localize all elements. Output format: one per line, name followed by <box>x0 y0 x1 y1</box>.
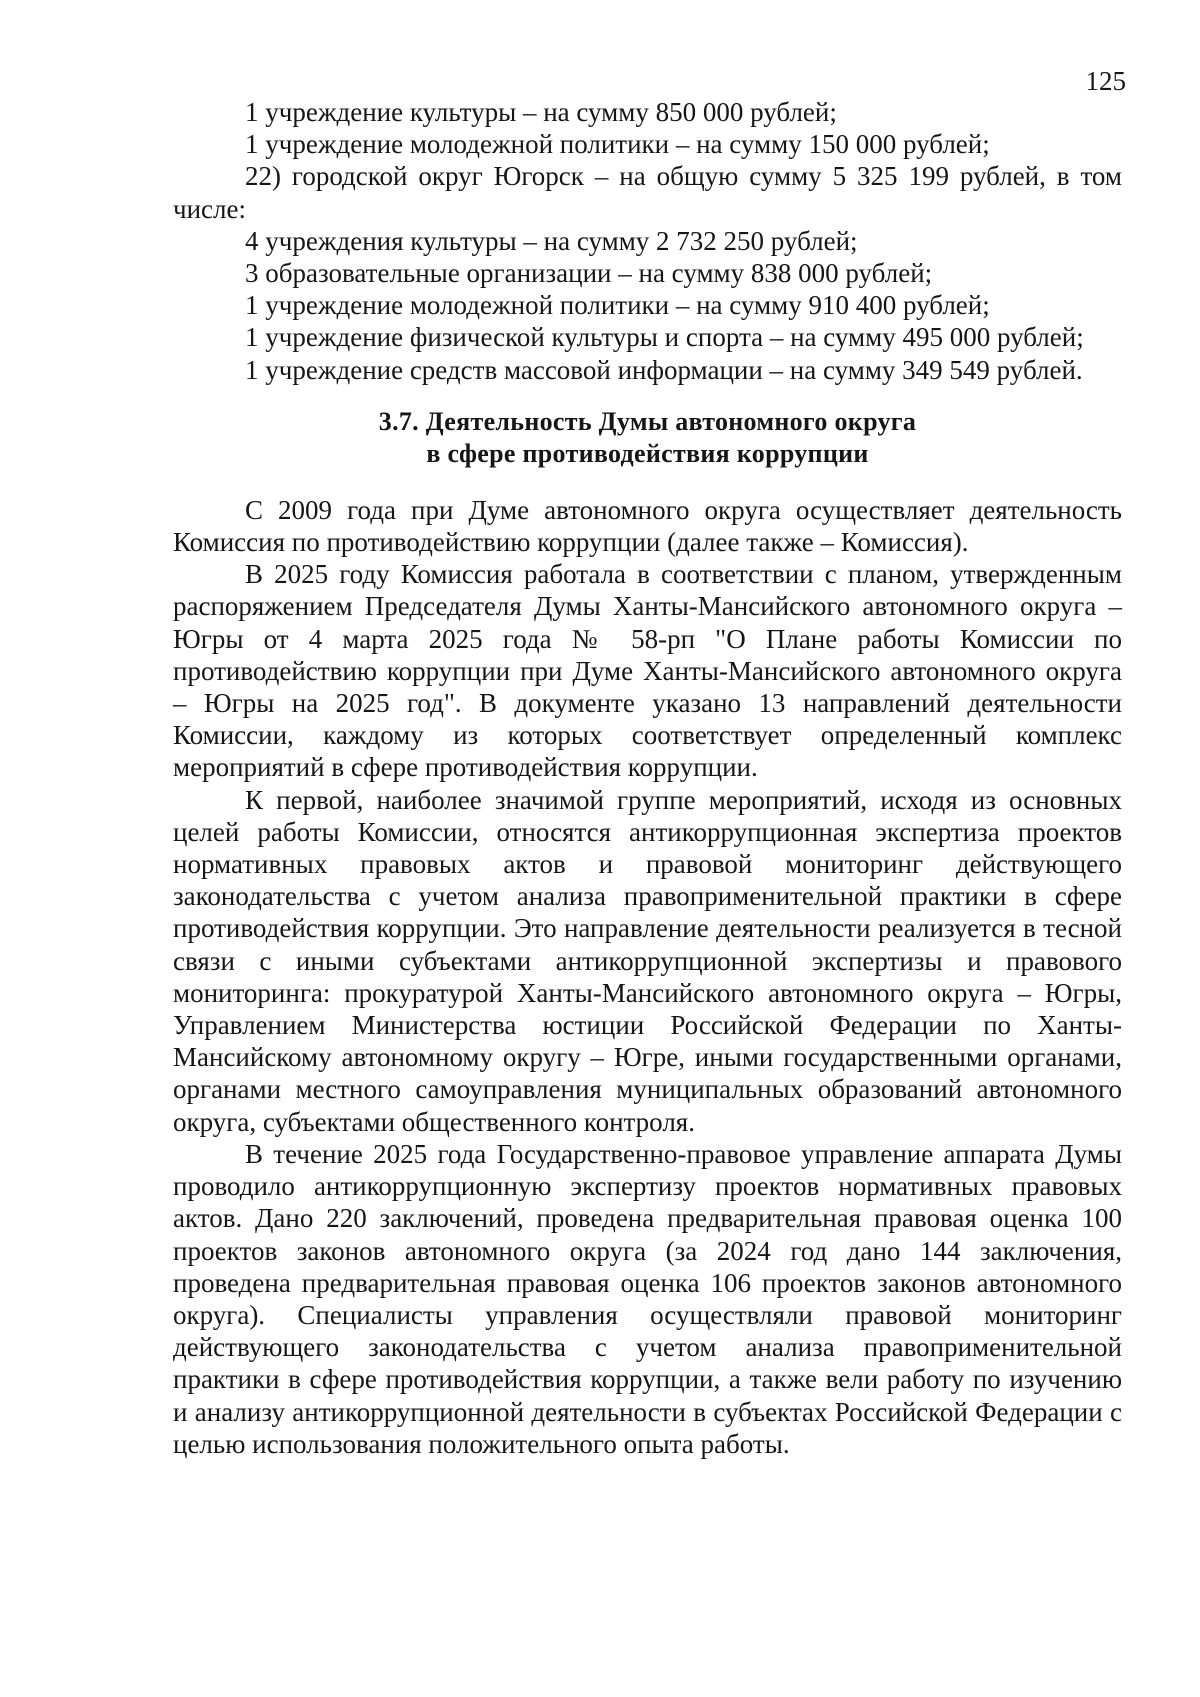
paragraph: В 2025 году Комиссия работала в соответствии с планом, утвержденным распоряжением Председателя Думы Ханты-Мансийского автономного округа – Югры от 4 марта 2025 года № 58-рп "О Плане работы Комиссии по противодействию коррупции при Думе Ханты-Мансийского автономного округа – Югры на 2025 год". В документе указано 13 направлений деятельности Комиссии, каждому из которых соответствует определенный комплекс мероприятий в сфере противодействия коррупции. <box>173 559 1122 783</box>
list-item: 1 учреждение физической культуры и спорта – на сумму 495 000 рублей; <box>245 322 1084 353</box>
section-heading-line: 3.7. Деятельность Думы автономного округа <box>378 406 917 436</box>
list-item: 1 учреждение культуры – на сумму 850 000 рублей; <box>245 97 837 127</box>
paragraph: С 2009 года при Думе автономного округа осуществляет деятельность Комиссия по противодействию коррупции (далее также – Комиссия). <box>173 494 1122 558</box>
paragraph: В течение 2025 года Государственно-правовое управление аппарата Думы проводило антикоррупционную экспертизу проектов нормативных правовых актов. Дано 220 заключений, проведена предварительная правовая оценка 100 проектов законов автономного округа (за 2024 год дано 144 заключения, проведена предварительная правовая оценка 106 проектов законов автономного округа). Специалисты управления осуществляли правовой мониторинг действующего законодательства с учетом анализа правоприменительной практики в сфере противодействия коррупции, а также вели работу по изучению и анализу антикоррупционной деятельности в субъектах Российской Федерации с целью использования положительного опыта работы. <box>173 1138 1122 1459</box>
list-item: 1 учреждение средств массовой информации – на сумму 349 549 рублей. <box>245 354 1083 385</box>
district-entry: 22) городской округ Югорск – на общую сумму 5 325 199 рублей, в том числе: <box>173 161 1122 224</box>
page-number: 125 <box>1085 66 1126 96</box>
list-item: 4 учреждения культуры – на сумму 2 732 250 рублей; <box>245 225 858 256</box>
list-item: 3 образовательные организации – на сумму 838 000 рублей; <box>245 258 933 289</box>
section-heading-line: в сфере противодействия коррупции <box>426 438 869 468</box>
list-item: 1 учреждение молодежной политики – на сумму 150 000 рублей; <box>245 129 990 160</box>
list-item: 1 учреждение молодежной политики – на сумму 910 400 рублей; <box>245 290 990 321</box>
document-body <box>173 96 1122 1460</box>
section-heading <box>173 406 1122 470</box>
paragraph: К первой, наиболее значимой группе мероприятий, исходя из основных целей работы Комиссии, относятся антикоррупционная экспертиза проектов нормативных правовых актов и правовой мониторинг действующего законодательства с учетом анализа правоприменительной практики в сфере противодействия коррупции. Это направление деятельности реализуется в тесной связи с иными субъектами антикоррупционной экспертизы и правового мониторинга: прокуратурой Ханты-Мансийского автономного округа – Югры, Управлением Министерства юстиции Российской Федерации по Ханты-Мансийскому автономному округу – Югре, иными государственными органами, органами местного самоуправления муниципальных образований автономного округа, субъектами общественного контроля. <box>173 784 1122 1137</box>
